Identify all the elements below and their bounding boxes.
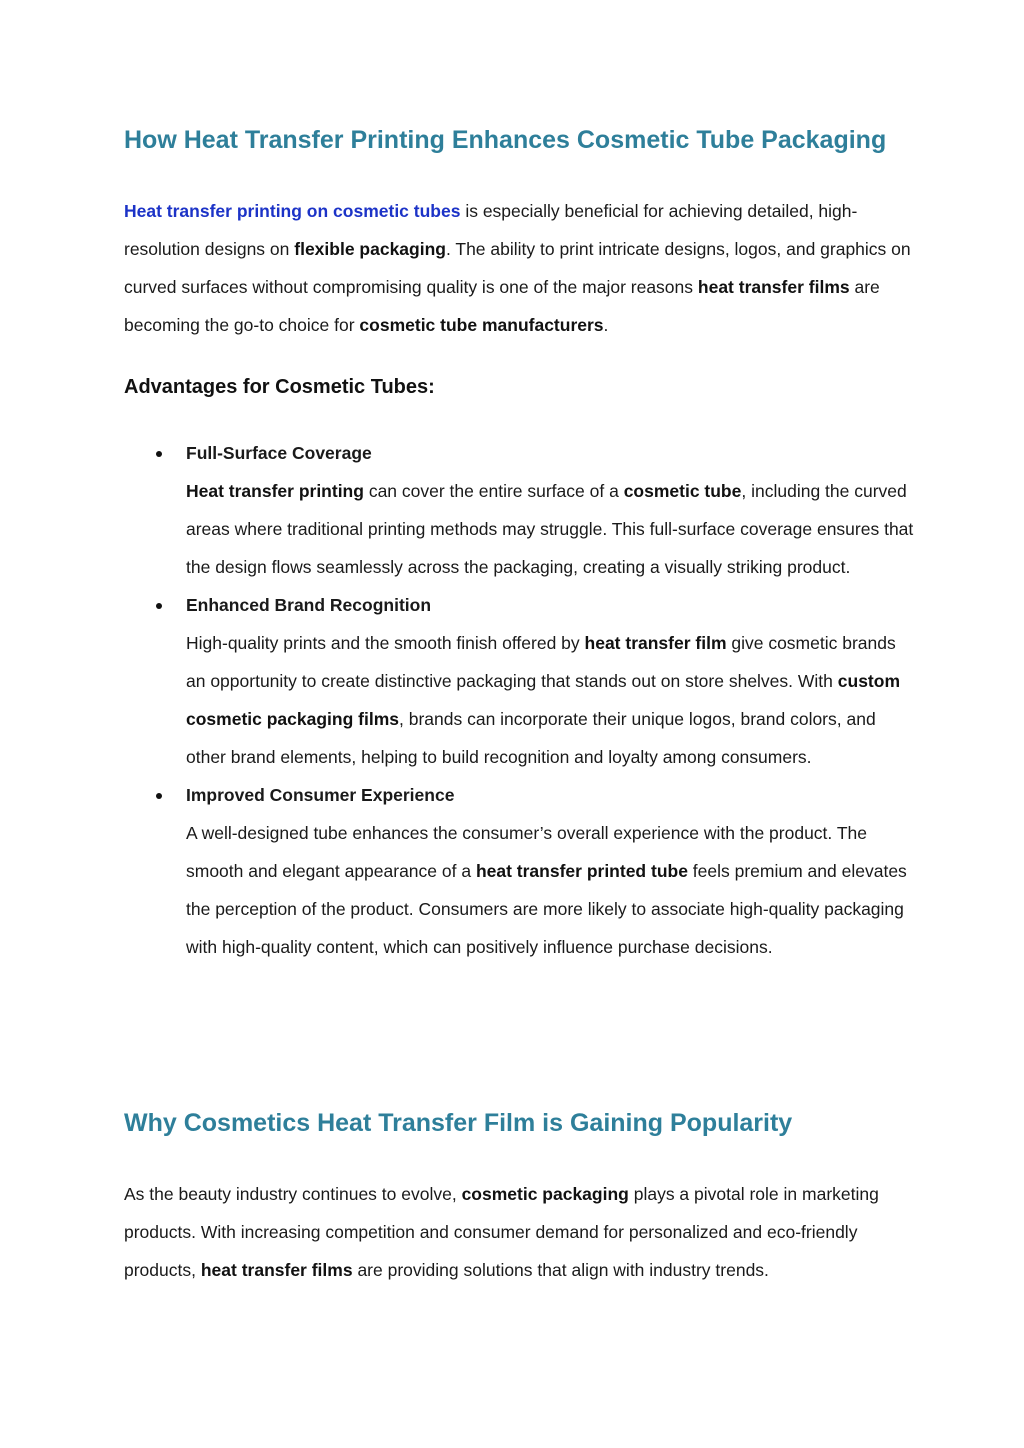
bullet-icon [156,451,162,457]
heat-transfer-cosmetic-tubes-link[interactable]: Heat transfer printing on cosmetic tubes [124,201,461,221]
item-text-1: can cover the entire surface of a [363,481,624,501]
list-item-body [186,814,914,966]
intro-paragraph [124,192,914,344]
popularity-paragraph [124,1175,914,1289]
para-text-2: are providing solutions that align with industry trends. [352,1260,769,1280]
section-heading-popularity: Why Cosmetics Heat Transfer Film is Gaining Popularity [124,1109,793,1137]
list-item [124,434,914,586]
list-item-title: Improved Consumer Experience [186,785,455,805]
list-item [124,586,914,776]
section-heading-tube-packaging: How Heat Transfer Printing Enhances Cosmetic Tube Packaging [124,126,887,154]
item-bold-1: heat transfer printed tube [475,861,688,881]
list-item [124,776,914,966]
intro-bold-flexible-packaging: flexible packaging [294,239,446,259]
item-bold-1: heat transfer film [584,633,727,653]
item-text-2: , including the curved areas where traditional printing methods may struggle. This full-surface coverage ensures that the design flows seamlessly across the packaging, creating a visually striking product. [186,481,914,577]
intro-bold-tube-manufacturers: cosmetic tube manufacturers [359,315,604,335]
list-item-title: Full-Surface Coverage [186,443,372,463]
para-bold-heat-transfer-films: heat transfer films [200,1260,353,1280]
list-item-title: Enhanced Brand Recognition [186,595,432,615]
intro-text-4: . [603,315,609,335]
list-item-body [186,472,914,586]
item-bold-2: custom cosmetic packaging films [186,671,900,729]
advantages-list [124,434,914,966]
item-text-0: High-quality prints and the smooth finish offered by [186,633,585,653]
bullet-icon [156,793,162,799]
advantages-heading: Advantages for Cosmetic Tubes: [124,376,435,398]
para-bold-cosmetic-packaging: cosmetic packaging [461,1184,629,1204]
bullet-icon [156,603,162,609]
para-text-1: plays a pivotal role in marketing products. With increasing competition and consumer demand for personalized and eco-friendly products, [124,1184,879,1280]
item-text-1: feels premium and elevates the perception of the product. Consumers are more likely to associate high-quality packaging with high-quality content, which can positively influence purchase decisions. [186,861,907,957]
item-text-0: A well-designed tube enhances the consumer’s overall experience with the product. The smooth and elegant appearance of a [186,823,867,881]
item-bold-1: Heat transfer printing [186,481,364,501]
item-text-1: give cosmetic brands an opportunity to create distinctive packaging that stands out on store shelves. With [186,633,896,691]
intro-text-2: . The ability to print intricate designs, logos, and graphics on curved surfaces without compromising quality is one of the major reasons [124,239,911,297]
item-bold-2: cosmetic tube [623,481,742,501]
para-text-0: As the beauty industry continues to evolve, [124,1184,462,1204]
item-text-2: , brands can incorporate their unique logos, brand colors, and other brand elements, helping to build recognition and loyalty among consumers. [186,709,876,767]
list-item-body [186,624,914,776]
intro-text-1: is especially beneficial for achieving detailed, high-resolution designs on [124,201,858,259]
intro-bold-heat-transfer-films: heat transfer films [697,277,850,297]
intro-text-3: are becoming the go-to choice for [124,277,880,335]
